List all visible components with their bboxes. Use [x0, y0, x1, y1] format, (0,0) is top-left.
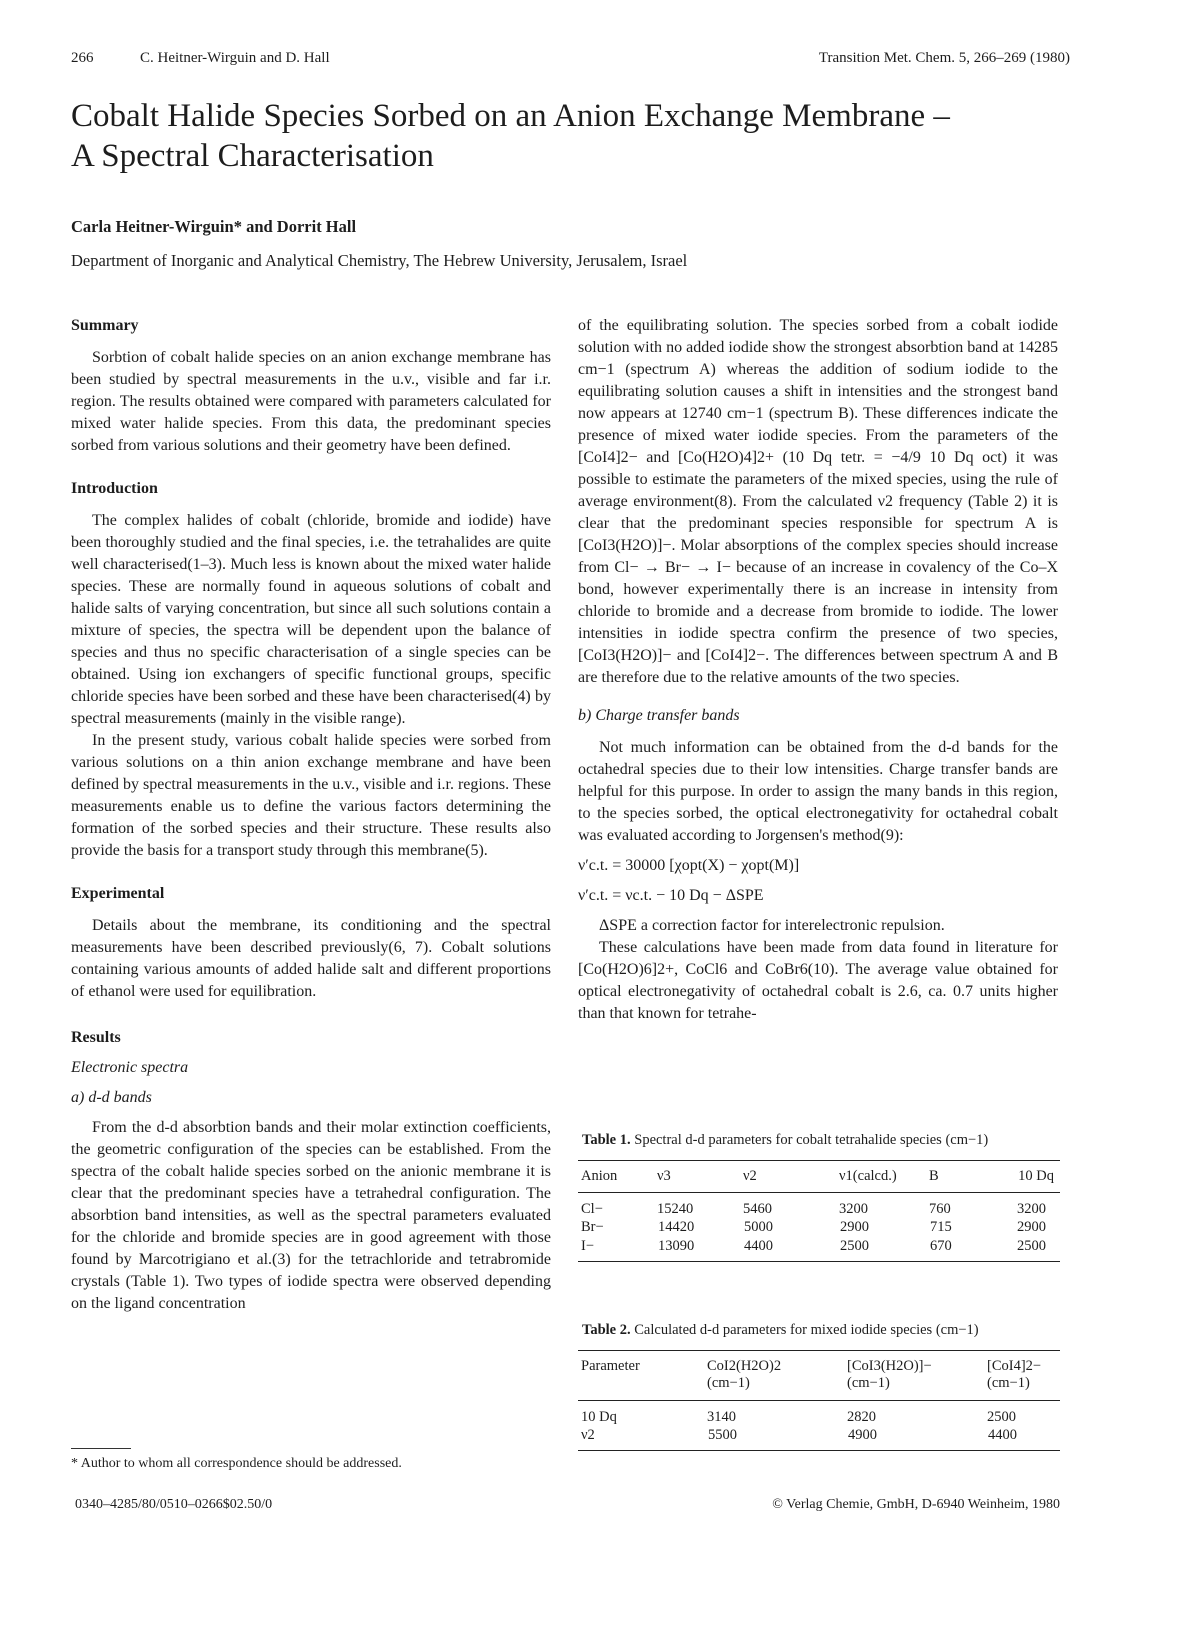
right-paragraph-1: of the equilibrating solution. The species sorbed from a cobalt iodide solution with no added iodide show the strongest absorbtion band at 14285 cm−1 (spectrum A) whereas the addition of sodium iodide to the equilibrating solution causes a shift in intensities and the strongest band now appears at 12740 cm−1 (spectrum B). These differences indicate the presence of mixed water iodide species. From the parameters of the [CoI4]2− and [Co(H2O)4]2+ (10 Dq tetr. = −4/9 10 Dq oct) it was possible to estimate the parameters of the mixed species, using the rule of average environment(8). From the calculated ν2 frequency (Table 2) it is clear that the predominant species responsible for spectrum A is [CoI3(H2O)]−. Molar absorptions of the complex species should increase from Cl− → Br− → I− because of an increase in covalency of the Co–X bond, however experimentally there is an increase in intensity from chloride to bromide and a decrease from bromide to iodide. The lower intensities in iodide spectra confirm the presence of two species, [CoI3(H2O)]− and [CoI4]2−. The differences between spectrum A and B are therefore due to the relative amounts of the two species.	[578, 317, 1058, 686]
table-row	[578, 1218, 1060, 1237]
table2-cell: 4900	[848, 1427, 877, 1443]
table2-unit: (cm−1)	[847, 1375, 890, 1391]
table2-header	[847, 1356, 987, 1392]
table1-cell: 14420	[658, 1219, 695, 1235]
table2-cell: 5500	[708, 1427, 737, 1443]
footnote: * Author to whom all correspondence should be addressed.	[71, 1456, 402, 1471]
running-authors: C. Heitner-Wirguin and D. Hall	[140, 50, 330, 66]
results-heading: Results	[71, 1029, 121, 1046]
table1-bottom-rule	[578, 1261, 1060, 1262]
table1-cell: Br−	[581, 1219, 604, 1235]
table1-caption-text: Spectral d-d parameters for cobalt tetrahalide species (cm−1)	[634, 1132, 989, 1148]
table1-header-row	[578, 1166, 1060, 1192]
table1-cell: 15240	[657, 1201, 694, 1217]
right-paragraph-3: ΔSPE a correction factor for interelectronic repulsion.	[599, 917, 945, 934]
table1-cell: Cl−	[581, 1201, 603, 1217]
table-row	[578, 1426, 1060, 1450]
table1-header: 10 Dq	[1018, 1168, 1054, 1184]
table1-cell: 3200	[1017, 1201, 1046, 1217]
table1-top-rule	[578, 1160, 1060, 1161]
table1-label: Table 1.	[582, 1132, 631, 1148]
table1-cell: 2900	[840, 1219, 869, 1235]
table1-cell: 5000	[744, 1219, 773, 1235]
intro-paragraph-1: The complex halides of cobalt (chloride, bromide and iodide) have been thoroughly studied and the final species, i.e. the tetrahalides are quite well characterised(1–3). Much less is known about the mixed water halide species. These are normally found in aqueous solutions of cobalt and halide salts of varying concentration, but since all such solutions contain a mixture of species, the spectra will be dependent upon the balance of species and thus no specific characterisation of a single species can be obtained. Using ion exchangers of specific functional groups, specific chloride species have been sorbed and these have been characterised(4) by spectral measurements (mainly in the visible range).	[71, 512, 551, 727]
title-line-2: A Spectral Characterisation	[71, 138, 434, 174]
table1-cell: 670	[930, 1238, 952, 1254]
table-row	[578, 1237, 1060, 1261]
copyright: © Verlag Chemie, GmbH, D-6940 Weinheim, 1980	[772, 1497, 1060, 1512]
affiliation: Department of Inorganic and Analytical Chemistry, The Hebrew University, Jerusalem, Israel	[71, 251, 688, 270]
table2-header: Parameter	[581, 1358, 640, 1374]
table2-header-text: CoI2(H2O)2	[707, 1358, 782, 1374]
table2-cell: 4400	[988, 1427, 1017, 1443]
equation-1: ν′c.t. = 30000 [χopt(X) − χopt(M)]	[578, 857, 800, 874]
table2-header	[987, 1356, 1060, 1392]
table2-label: Table 2.	[582, 1322, 631, 1338]
table2-bottom-rule	[578, 1450, 1060, 1451]
table2-cell: 2500	[987, 1409, 1016, 1425]
right-column	[578, 315, 1058, 1025]
intro-paragraph-2: In the present study, various cobalt halide species were sorbed from various solutions on a thin anion exchange membrane and have been defined by spectral measurements in the u.v., visible and i.r. regions. These measurements enable us to define the various factors determining the formation of the sorbed species and their structure. These results also provide the basis for a transport study through this membrane(5).	[71, 732, 551, 859]
issn-code: 0340–4285/80/0510–0266$02.50/0	[75, 1497, 273, 1512]
electronic-spectra-subheading: Electronic spectra	[71, 1059, 189, 1076]
table2-caption-text: Calculated d-d parameters for mixed iodide species (cm−1)	[634, 1322, 979, 1338]
table1-cell: 2500	[840, 1238, 869, 1254]
table1-caption	[582, 1132, 1062, 1149]
right-paragraph-2: Not much information can be obtained from the d-d bands for the octahedral species due to their low intensities. Charge transfer bands are helpful for this purpose. In order to assign the many bands in this region, to the species sorbed, the optical electronegativity for octahedral cobalt was evaluated according to Jorgensen's method(9):	[578, 739, 1058, 844]
table2-top-rule	[578, 1350, 1060, 1351]
table2-header-text: [CoI3(H2O)]−	[847, 1358, 932, 1374]
table1-cell: 715	[930, 1219, 952, 1235]
experimental-paragraph: Details about the membrane, its conditioning and the spectral measurements have been described previously(6, 7). Cobalt solutions containing various amounts of added halide salt and different proportions of ethanol were used for equilibration.	[71, 917, 551, 1000]
left-column	[71, 315, 551, 1315]
table1-cell: 760	[929, 1201, 951, 1217]
introduction-heading: Introduction	[71, 480, 158, 497]
footnote-rule	[71, 1448, 131, 1449]
table1-cell: 5460	[743, 1201, 772, 1217]
summary-heading: Summary	[71, 317, 139, 334]
table1-cell: 13090	[658, 1238, 695, 1254]
table2-cell: 10 Dq	[581, 1409, 617, 1425]
table1-header: ν1(calcd.)	[839, 1168, 897, 1184]
experimental-heading: Experimental	[71, 885, 165, 902]
table2-header-text: [CoI4]2−	[987, 1358, 1042, 1374]
table2-caption	[582, 1322, 1062, 1339]
authors: Carla Heitner-Wirguin* and Dorrit Hall	[71, 217, 357, 236]
dd-bands-subheading: a) d-d bands	[71, 1089, 152, 1106]
table1-cell: 3200	[839, 1201, 868, 1217]
table1-cell: 2900	[1017, 1219, 1046, 1235]
table-row	[578, 1193, 1060, 1218]
table1-header: ν2	[743, 1168, 757, 1184]
title-line-1: Cobalt Halide Species Sorbed on an Anion Exchange Membrane –	[71, 98, 950, 134]
right-paragraph-4: These calculations have been made from data found in literature for [Co(H2O)6]2+, CoCl6 and CoBr6(10). The average value obtained for optical electronegativity of octahedral cobalt is 2.6, ca. 0.7 units higher than that known for tetrahe-	[578, 939, 1058, 1022]
table2-cell: ν2	[581, 1426, 595, 1443]
table1-header: ν3	[657, 1168, 671, 1184]
equation-2: ν′c.t. = νc.t. − 10 Dq − ΔSPE	[578, 887, 764, 904]
table1-header: B	[929, 1168, 939, 1184]
table1-cell: I−	[581, 1237, 595, 1254]
journal-citation: Transition Met. Chem. 5, 266–269 (1980)	[818, 50, 1070, 66]
table2-unit: (cm−1)	[707, 1375, 750, 1391]
table2-unit: (cm−1)	[987, 1375, 1030, 1391]
table1-cell: 2500	[1017, 1237, 1046, 1254]
summary-text: Sorbtion of cobalt halide species on an anion exchange membrane has been studied by spectral measurements in the u.v., visible and far i.r. region. The results obtained were compared with parameters calculated for mixed water halide species. From this data, the predominant species sorbed from various solutions and their geometry have been defined.	[71, 349, 551, 454]
table2-cell: 2820	[847, 1409, 876, 1425]
page-number: 266	[71, 50, 94, 66]
table2	[578, 1356, 1060, 1451]
table2-header	[707, 1356, 847, 1392]
table-row	[578, 1401, 1060, 1426]
table1	[578, 1166, 1060, 1262]
charge-transfer-subheading: b) Charge transfer bands	[578, 707, 740, 724]
table1-cell: 4400	[744, 1238, 773, 1254]
results-paragraph: From the d-d absorbtion bands and their molar extinction coefficients, the geometric configuration of the species can be established. From the spectra of the cobalt halide species sorbed on the anionic membrane it is clear that the predominant species have a tetrahedral configuration. The absorbtion band intensities, as well as the spectral parameters evaluated for the chloride and bromide species are in good agreement with those found by Marcotrigiano et al.(3) for the tetrachloride and tetrabromide crystals (Table 1). Two types of iodide spectra were observed depending on the ligand concentration	[71, 1119, 551, 1312]
table2-header-row	[578, 1356, 1060, 1392]
table1-header: Anion	[581, 1168, 618, 1184]
table2-cell: 3140	[707, 1409, 736, 1425]
paper-title	[71, 96, 1071, 176]
